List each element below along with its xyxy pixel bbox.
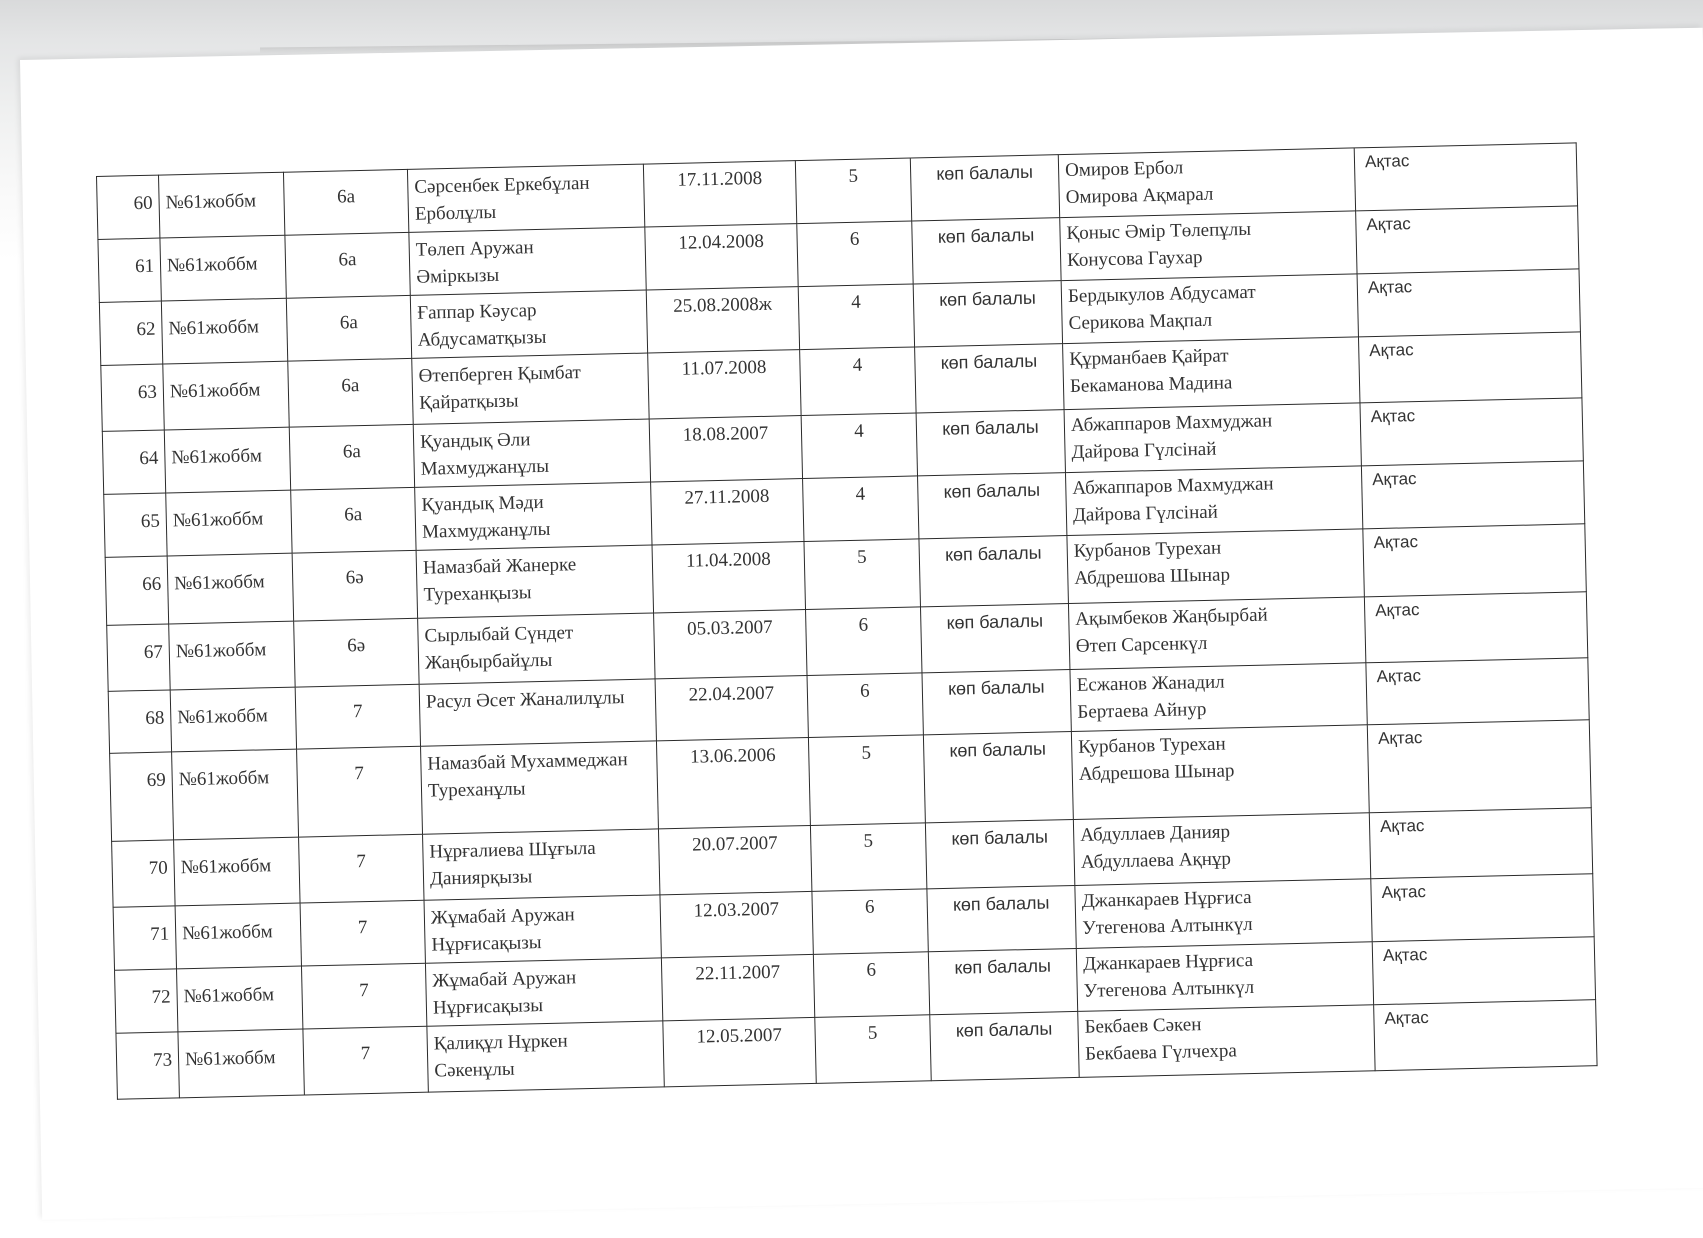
family-status-cell-text: көп балалы [941,416,1039,439]
birth-date-cell-text: 11.04.2008 [685,548,771,572]
class-cell-text: 6а [341,375,360,397]
row-number-cell-text: 66 [142,573,162,596]
birth-date-cell-text: 12.04.2008 [678,230,765,254]
student-name-cell-text: Нұрғисақызы [431,932,542,956]
school-cell-text: №61жоббм [166,253,258,277]
family-status-cell-text: көп балалы [944,542,1042,565]
school-cell [169,621,295,690]
region-cell [1358,332,1581,403]
parents-cell-text: Құрманбаев Қайрат [1069,345,1229,370]
children-count-cell-text: 6 [866,959,877,981]
birth-date-cell [643,161,796,227]
class-cell-text: 6ә [345,567,364,589]
region-cell-text: Ақтас [1364,151,1410,172]
parents-cell-text: Абдрешова Шынар [1078,760,1235,785]
children-count-cell-text: 5 [867,1022,878,1044]
row-number-cell [105,556,169,625]
class-cell-text: 7 [359,980,370,1002]
region-cell-text: Ақтас [1377,728,1423,749]
student-name-cell-text: Сәкенұлы [434,1058,515,1082]
student-name-cell-text: Туреханқызы [423,582,532,606]
class-cell-text: 6а [339,312,359,334]
parents-cell-text: Утегенова Алтынкүл [1082,913,1253,939]
family-status-cell [912,218,1061,284]
parents-cell-text: Өтеп Сарсенкүл [1075,632,1208,657]
row-number-cell-text: 62 [136,318,156,341]
region-cell [1363,524,1586,597]
region-cell [1364,592,1587,663]
student-name-cell-text: Төлеп Аружан [415,237,534,261]
student-name-cell [415,482,652,550]
school-cell [175,903,301,969]
row-number-cell-text: 68 [145,707,165,730]
row-number-cell [110,752,174,841]
region-cell [1360,398,1583,466]
parents-cell [1073,813,1370,886]
parents-cell-text: Абдуллаева Ақнұр [1080,848,1232,873]
children-count-cell-text: 5 [863,830,874,852]
class-cell [288,358,413,427]
region-cell [1371,874,1594,942]
student-name-cell-text: Сәрсенбек Еркебұлан [414,172,590,198]
row-number-cell [107,624,170,691]
school-cell-text: №61жоббм [169,379,261,403]
table-body [97,143,1598,1099]
student-name-cell-text: Намазбай Мухаммеджан [427,749,628,775]
family-status-cell [913,281,1062,347]
school-cell-text: №61жоббм [174,571,265,595]
birth-date-cell-text: 12.03.2007 [693,898,780,922]
student-table-wrapper [96,142,1597,1099]
region-cell [1361,461,1584,529]
parents-cell-text: Абдрешова Шынар [1074,564,1231,589]
region-cell-text: Ақтас [1381,882,1427,903]
children-count-cell [806,607,922,676]
children-count-cell-text: 4 [852,354,863,376]
row-number-cell-text: 70 [148,857,168,879]
school-cell [174,837,300,906]
family-status-cell-text: көп балалы [949,738,1047,761]
region-cell [1354,143,1577,211]
children-count-cell [803,476,919,542]
birth-date-cell [645,224,798,290]
student-name-cell [425,958,662,1026]
family-status-cell-text: көп балалы [939,287,1036,310]
birth-date-cell-text: 17.11.2008 [677,167,763,191]
parents-cell [1067,529,1364,604]
parents-cell-text: Абжаппаров Махмуджан [1070,410,1273,436]
family-status-cell-text: көп балалы [946,610,1044,633]
class-cell-text: 7 [360,1043,371,1065]
class-cell-text: 6а [336,186,356,208]
family-status-cell [922,670,1071,735]
parents-cell-text: Курбанов Турехан [1077,733,1226,758]
family-status-cell [927,885,1076,951]
student-name-cell-text: Әміркызы [416,264,500,288]
birth-date-cell [656,737,810,828]
student-name-cell [413,419,650,487]
student-name-cell-text: Даниярқызы [429,866,533,890]
family-status-cell-text: көп балалы [955,1018,1053,1041]
student-name-cell-text: Қалиқұл Нұркен [433,1030,568,1055]
birth-date-cell [661,954,814,1020]
children-count-cell [795,158,911,224]
parents-cell-text: Абжаппаров Махмуджан [1072,473,1274,499]
row-number-cell [116,1032,179,1099]
children-count-cell-text: 6 [864,896,875,918]
region-cell [1357,269,1580,337]
children-count-cell [804,539,921,610]
parents-cell-text: Утегенова Алтынкүл [1083,976,1255,1002]
birth-date-cell-text: 22.11.2007 [695,961,781,985]
parents-cell [1064,403,1361,473]
region-cell [1369,808,1592,879]
parents-cell-text: Дайрова Гүлсінай [1072,501,1219,526]
class-cell [286,295,411,361]
parents-cell-text: Курбанов Турехан [1073,537,1222,562]
family-status-cell [920,604,1069,673]
parents-cell-text: Джанкараев Нұрғиса [1082,949,1254,975]
row-number-cell-text: 65 [140,510,161,533]
region-cell [1367,720,1591,813]
class-cell-text: 7 [356,851,367,873]
family-status-cell [923,732,1073,823]
birth-date-cell [658,825,811,894]
school-cell [166,490,292,556]
parents-cell [1060,211,1357,281]
row-number-cell [113,906,176,970]
student-name-cell [419,679,656,746]
children-count-cell [808,735,925,826]
student-name-cell [407,164,644,232]
family-status-cell [919,536,1069,607]
class-cell-text: 6а [338,249,357,271]
student-name-cell-text: Қуандық Әли [419,429,531,453]
parents-cell-text: Омирова Ақмарал [1065,183,1214,209]
school-cell [170,687,296,752]
school-cell-text: №61жоббм [184,1047,276,1071]
parents-cell-text: Ақымбеков Жаңбырбай [1075,604,1268,630]
school-cell-text: №61жоббм [175,639,267,663]
children-count-cell [797,221,913,287]
children-count-cell-text: 6 [858,614,869,636]
parents-cell-text: Бекбаева Гүлчехра [1084,1040,1238,1065]
birth-date-cell [651,479,804,545]
family-status-cell-text: көп балалы [954,955,1052,978]
parents-cell-text: Бердыкулов Абдусамат [1067,281,1256,307]
parents-cell-text: Серикова Мақпал [1068,309,1213,334]
row-number-cell-text: 63 [137,381,158,404]
region-cell-text: Ақтас [1374,600,1420,621]
family-status-cell-text: көп балалы [952,892,1050,915]
student-name-cell [412,353,649,424]
birth-date-cell-text: 12.05.2007 [696,1024,783,1048]
class-cell [295,684,420,749]
children-count-cell [812,889,928,955]
birth-date-cell [660,891,813,957]
family-status-cell-text: көп балалы [943,479,1041,502]
school-cell-text: №61жоббм [172,508,264,532]
row-number-cell-text: 60 [133,192,153,215]
student-name-cell [423,829,660,900]
row-number-cell [102,430,165,494]
class-cell [289,424,414,490]
parents-cell-text: Джанкараев Нұрғиса [1081,886,1252,912]
birth-date-cell [646,287,799,353]
children-count-cell-text: 5 [848,165,859,187]
birth-date-cell-text: 05.03.2007 [686,616,773,640]
birth-date-cell-text: 13.06.2006 [689,744,776,768]
parents-cell [1071,725,1369,820]
student-name-cell-text: Ерболұлы [414,201,497,225]
family-status-cell [925,819,1074,888]
student-name-cell-text: Жаңбырбайұлы [424,649,553,674]
birth-date-cell [654,610,807,679]
class-cell [285,232,410,298]
region-cell [1372,937,1595,1005]
student-name-cell [416,545,653,618]
student-table [96,142,1598,1099]
class-cell [300,900,425,966]
student-name-cell [409,227,646,295]
student-name-cell-text: Махмуджанұлы [420,455,550,480]
row-number-cell [115,969,178,1033]
region-cell [1366,658,1589,725]
children-count-cell-text: 4 [851,291,862,313]
school-cell-text: №61жоббм [178,767,270,791]
school-cell [164,427,290,493]
row-number-cell-text: 72 [151,986,171,1008]
birth-date-cell [649,416,802,482]
student-name-cell-text: Расул Әсет Жаналилұлы [425,687,625,713]
children-count-cell-text: 6 [849,228,860,250]
student-name-cell-text: Жұмабай Аружан [432,967,577,992]
parents-cell-text: Бекбаев Сәкен [1084,1014,1202,1038]
student-name-cell [427,1021,664,1092]
class-cell [294,618,419,687]
school-cell-text: №61жоббм [171,445,263,469]
row-number-cell-text: 71 [149,923,170,945]
class-cell-text: 7 [354,763,365,785]
student-name-cell-text: Намазбай Жанерке [422,554,577,579]
school-cell [172,749,299,840]
family-status-cell [916,410,1065,476]
row-number-cell [98,238,161,302]
class-cell [297,746,423,837]
parents-cell-text: Омиров Ербол [1064,157,1184,182]
student-name-cell-text: Жұмабай Аружан [430,904,575,929]
children-count-cell [813,952,929,1018]
children-count-cell [807,673,923,738]
family-status-cell-text: көп балалы [936,161,1034,184]
row-number-cell [104,493,167,557]
parents-cell-text: Қоныс Әмір Төлепұлы [1066,218,1252,244]
region-cell [1356,206,1579,274]
class-cell-text: 6а [344,504,363,526]
parents-cell-text: Бекаманова Мадина [1069,372,1233,397]
children-count-cell-text: 6 [859,680,870,702]
school-cell-text: №61жоббм [181,921,273,945]
student-name-cell [410,290,647,358]
birth-date-cell-text: 18.08.2007 [682,422,769,446]
row-number-cell-text: 61 [134,255,155,278]
student-name-cell-text: Қайратқызы [419,390,519,414]
row-number-cell [99,301,162,365]
student-name-cell-text: Ғаппар Кәусар [416,300,537,324]
region-cell-text: Ақтас [1373,532,1419,553]
row-number-cell [97,175,160,239]
parents-cell-text: Абдуллаев Данияр [1079,821,1231,846]
parents-cell [1061,274,1358,344]
family-status-cell-text: көп балалы [947,676,1045,699]
region-cell-text: Ақтас [1382,944,1428,965]
row-number-cell [108,690,171,753]
family-status-cell [928,948,1077,1014]
student-name-cell-text: Өтепберген Қымбат [418,362,582,387]
parents-cell [1058,148,1355,218]
parents-cell-text: Конусова Гаухар [1066,246,1203,271]
class-cell-text: 7 [357,917,368,939]
row-number-cell-text: 73 [152,1049,173,1071]
parents-cell [1063,337,1360,410]
birth-date-cell [655,675,808,740]
school-cell [167,553,294,624]
row-number-cell [112,840,175,907]
school-cell [158,172,284,238]
family-status-cell [930,1011,1079,1080]
children-count-cell-text: 4 [854,420,864,442]
class-cell-text: 7 [352,701,363,723]
parents-cell [1068,597,1365,670]
parents-cell [1075,879,1372,949]
children-count-cell [810,823,926,892]
parents-cell-text: Есжанов Жанадил [1076,671,1225,696]
class-cell [291,487,416,553]
class-cell-text: 6а [342,441,362,463]
birth-date-cell-text: 27.11.2008 [684,485,770,509]
children-count-cell-text: 5 [861,742,872,764]
region-cell-text: Ақтас [1372,469,1417,490]
student-name-cell-text: Қуандық Мәди [421,491,544,516]
student-name-cell-text: Абдусаматқызы [417,326,547,351]
birth-date-cell [663,1017,816,1086]
children-count-cell [798,284,914,350]
class-cell [292,550,418,621]
region-cell-text: Ақтас [1384,1007,1429,1028]
class-cell [283,169,408,235]
school-cell [161,298,287,364]
class-cell [299,834,424,903]
student-name-cell-text: Нұрғалиева Шұғыла [429,837,596,863]
family-status-cell [918,473,1067,539]
parents-cell-text: Бертаева Айнур [1077,698,1207,723]
parents-cell [1078,1005,1375,1078]
school-cell [177,966,303,1032]
row-number-cell [101,364,164,431]
student-name-cell [418,613,655,684]
school-cell [160,235,286,301]
student-name-cell [424,895,661,963]
region-cell [1374,1000,1597,1071]
student-name-cell-text: Нұрғисақызы [432,995,544,1019]
parents-cell [1070,663,1367,732]
parents-cell-text: Дайрова Гүлсінай [1071,438,1217,463]
birth-date-cell [652,542,806,613]
class-cell [301,963,426,1029]
birth-date-cell-text: 20.07.2007 [691,832,778,856]
birth-date-cell [648,350,801,419]
row-number-cell-text: 67 [143,641,164,664]
children-count-cell-text: 4 [855,483,866,505]
row-number-cell-text: 64 [139,447,159,470]
family-status-cell-text: көп балалы [951,826,1049,849]
class-cell-text: 6ә [347,635,366,657]
birth-date-cell-text: 11.07.2008 [681,356,767,380]
region-cell-text: Ақтас [1379,816,1425,837]
student-name-cell-text: Туреханұлы [427,778,526,802]
school-cell-text: №61жоббм [177,705,268,729]
birth-date-cell-text: 22.04.2007 [688,682,775,706]
row-number-cell-text: 69 [146,769,166,792]
birth-date-cell-text: 25.08.2008ж [673,293,773,317]
school-cell-text: №61жоббм [168,316,260,340]
region-cell-text: Ақтас [1369,340,1414,361]
student-name-cell-text: Сырлыбай Сүндет [424,622,574,647]
school-cell-text: №61жоббм [180,855,272,879]
children-count-cell-text: 5 [856,546,867,568]
school-cell [163,361,289,430]
region-cell-text: Ақтас [1367,277,1413,298]
family-status-cell [910,155,1059,221]
region-cell-text: Ақтас [1366,214,1411,235]
school-cell-text: №61жоббм [165,190,257,214]
parents-cell [1076,942,1373,1012]
class-cell [303,1026,428,1095]
school-cell-text: №61жоббм [183,984,275,1008]
family-status-cell-text: көп балалы [937,224,1035,247]
region-cell-text: Ақтас [1370,406,1416,427]
school-cell [178,1029,304,1098]
children-count-cell [801,413,917,479]
student-name-cell-text: Махмуджанұлы [421,518,551,543]
children-count-cell [800,347,916,416]
student-name-cell [421,741,659,834]
family-status-cell-text: көп балалы [940,350,1038,373]
parents-cell [1065,466,1362,536]
children-count-cell [815,1015,931,1084]
region-cell-text: Ақтас [1376,666,1422,687]
family-status-cell [915,344,1064,413]
